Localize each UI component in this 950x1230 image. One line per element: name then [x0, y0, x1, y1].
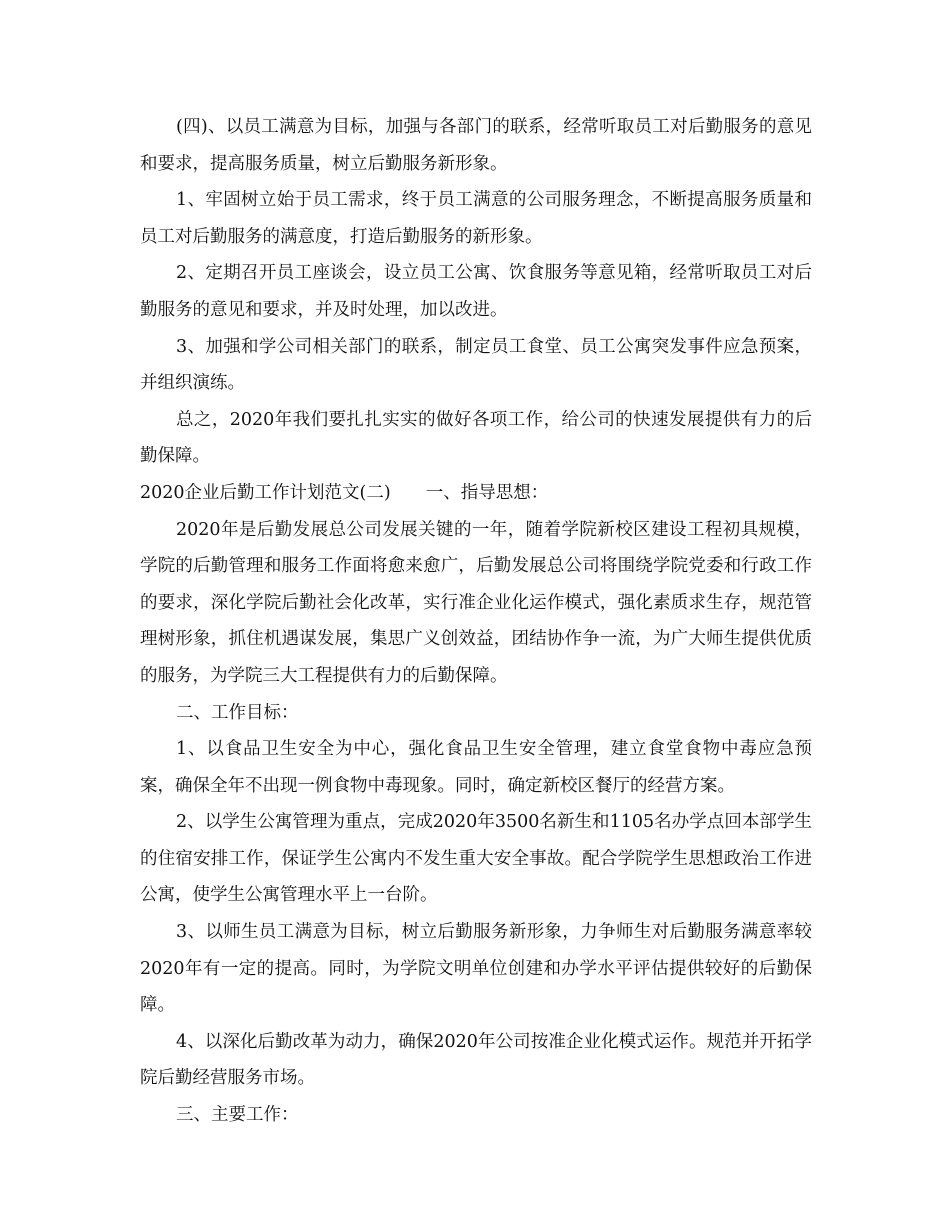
paragraph-satisfaction-goal: (四)、以员工满意为目标，加强与各部门的联系，经常听取员工对后勤服务的意见和要求，提高服务质量，树立后勤服务新形象。 — [140, 117, 812, 174]
paragraph-student-apartments: 2、以学生公寓管理为重点，完成2020年3500名新生和1105名办学点回本部学生的住宿安排工作，保证学生公寓内不发生重大安全事故。配合学院学生思想政治工作进公寓，使学生公寓管理水平上一台阶。 — [140, 812, 812, 906]
paragraph-guiding-ideology: 2020年是后勤发展总公司发展关键的一年，随着学院新校区建设工程初具规模，学院的后勤管理和服务工作面将愈来愈广，后勤发展总公司将围绕学院党委和行政工作的要求，深化学院后勤社会化改革，实行准企业化运作模式，强化素质求生存，规范管理树形象，抓住机遇谋发展，集思广义创效益，团结协作争一流，为广大师生提供优质的服务，为学院三大工程提供有力的后勤保障。 — [140, 519, 812, 686]
paragraph-food-safety: 1、以食品卫生安全为中心，强化食品卫生安全管理，建立食堂食物中毒应急预案，确保全年不出现一例食物中毒现象。同时，确定新校区餐厅的经营方案。 — [140, 739, 812, 796]
paragraph-staff-meetings: 2、定期召开员工座谈会，设立员工公寓、饮食服务等意见箱，经常听取员工对后勤服务的意见和要求，并及时处理，加以改进。 — [140, 263, 812, 320]
paragraph-service-concept: 1、牢固树立始于员工需求，终于员工满意的公司服务理念，不断提高服务质量和员工对后勤服务的满意度，打造后勤服务的新形象。 — [140, 190, 812, 247]
paragraph-satisfaction-target: 3、以师生员工满意为目标，树立后勤服务新形象，力争师生对后勤服务满意率较2020年有一定的提高。同时，为学院文明单位创建和办学水平评估提供较好的后勤保障。 — [140, 922, 812, 1016]
section-heading-plan-two: 2020企业后勤工作计划范文(二) 一、指导思想： — [140, 482, 549, 503]
paragraph-department-liaison: 3、加强和学公司相关部门的联系，制定员工食堂、员工公寓突发事件应急预案，并组织演练。 — [140, 336, 812, 394]
heading-main-work: 三、主要工作： — [176, 1105, 299, 1126]
paragraph-reform: 4、以深化后勤改革为动力，确保2020年公司按准企业化模式运作。规范并开拓学院后勤经营服务市场。 — [140, 1031, 812, 1089]
document-body — [140, 109, 812, 1134]
paragraph-summary: 总之，2020年我们要扎扎实实的做好各项工作，给公司的快速发展提供有力的后勤保障。 — [140, 409, 812, 467]
heading-work-goals: 二、工作目标： — [176, 702, 299, 723]
